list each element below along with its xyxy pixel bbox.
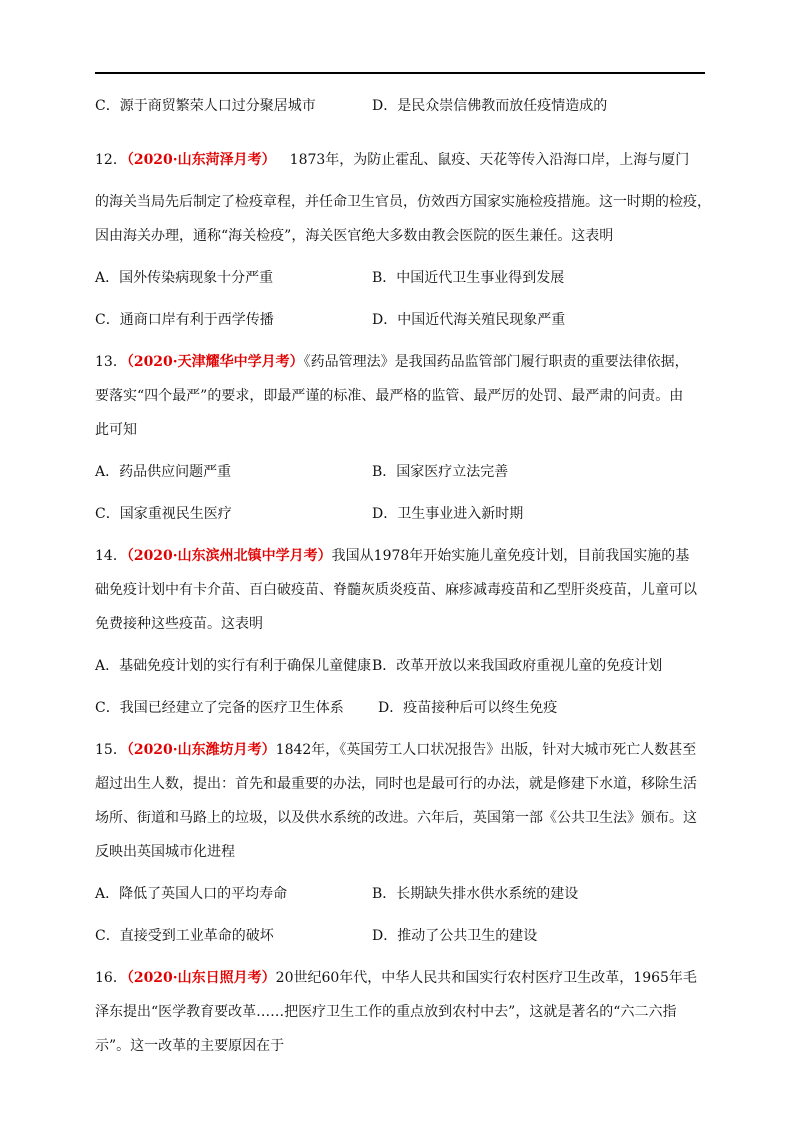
question-16-line-1 <box>95 968 697 988</box>
question-text: 我国从1978年开始实施儿童免疫计划，目前我国实施的基 <box>331 548 690 564</box>
question-14-line-3: 免费接种这些疫苗。这表明 <box>95 616 263 632</box>
header-rule <box>95 72 705 74</box>
question-text: 1873年，为防止霍乱、鼠疫、天花等传入沿海口岸，上海与厦门 <box>289 152 690 168</box>
question-15-line-3: 场所、街道和马路上的垃圾，以及供水系统的改进。六年后，英国第一部《公共卫生法》颁布。这 <box>95 810 697 826</box>
question-source: （2020·山东潍坊月考） <box>126 742 276 758</box>
question-number: 15． <box>95 742 127 758</box>
question-number: 13． <box>95 354 127 370</box>
question-source: （2020·山东滨州北镇中学月考） <box>126 548 332 564</box>
question-14-line-2: 础免疫计划中有卡介苗、百白破疫苗、脊髓灰质炎疫苗、麻疹减毒疫苗和乙型肝炎疫苗，儿童可以 <box>95 582 697 598</box>
option-d: D．疫苗接种后可以终生免疫 <box>378 700 558 716</box>
option-c: C．通商口岸有利于西学传播 <box>95 312 274 328</box>
option-d: D．是民众崇信佛教而放任疫情造成的 <box>372 98 608 114</box>
option-c: C．源于商贸繁荣人口过分聚居城市 <box>95 98 316 114</box>
question-16-line-3: 示”。这一改革的主要原因在于 <box>95 1038 285 1054</box>
option-a: A．药品供应问题严重 <box>95 464 232 480</box>
option-b: B．改革开放以来我国政府重视儿童的免疫计划 <box>372 658 663 674</box>
option-c: C．国家重视民生医疗 <box>95 506 232 522</box>
question-number: 16． <box>95 970 127 986</box>
question-source: （2020·山东菏泽月考） <box>126 152 276 168</box>
question-13-line-2: 要落实“四个最严”的要求，即最严谨的标准、最严格的监管、最严厉的处罚、最严肃的问责。由 <box>95 388 684 404</box>
question-text: 《药品管理法》是我国药品监管部门履行职责的重要法律依据， <box>303 354 689 370</box>
question-15-line-1 <box>95 740 696 760</box>
question-14-line-1 <box>95 546 689 566</box>
question-text: 1842年，《英国劳工人口状况报告》出版，针对大城市死亡人数甚至 <box>275 742 697 758</box>
option-c: C．我国已经建立了完备的医疗卫生体系 <box>95 700 344 716</box>
option-b: B．国家医疗立法完善 <box>372 464 509 480</box>
question-source: （2020·天津耀华中学月考） <box>126 354 304 370</box>
question-12-line-2: 的海关当局先后制定了检疫章程，并任命卫生官员，仿效西方国家实施检疫措施。这一时期的检疫， <box>95 194 711 210</box>
question-16-line-2: 泽东提出“医学教育要改革……把医疗卫生工作的重点放到农村中去”，这就是著名的“六二六指 <box>95 1004 677 1020</box>
option-a: A．基础免疫计划的实行有利于确保儿童健康 <box>95 658 372 674</box>
question-13-line-3: 此可知 <box>95 422 137 438</box>
question-12-line-1 <box>95 150 689 170</box>
question-text: 20世纪60年代，中华人民共和国实行农村医疗卫生改革，1965年毛 <box>275 970 697 986</box>
question-13-line-1 <box>95 352 689 372</box>
option-b: B．长期缺失排水供水系统的建设 <box>372 886 579 902</box>
question-15-line-4: 反映出英国城市化进程 <box>95 844 235 860</box>
option-d: D．卫生事业进入新时期 <box>372 506 524 522</box>
question-12-line-3: 因由海关办理，通称“海关检疫”，海关医官绝大多数由教会医院的医生兼任。这表明 <box>95 228 614 244</box>
question-source: （2020·山东日照月考） <box>126 970 276 986</box>
question-number: 14． <box>95 548 127 564</box>
option-a: A．降低了英国人口的平均寿命 <box>95 886 288 902</box>
option-d: D．推动了公共卫生的建设 <box>372 928 538 944</box>
question-15-line-2: 超过出生人数，提出：首先和最重要的办法，同时也是最可行的办法，就是修建下水道，移除生活 <box>95 776 697 792</box>
option-a: A．国外传染病现象十分严重 <box>95 270 274 286</box>
option-b: B．中国近代卫生事业得到发展 <box>372 270 565 286</box>
question-number: 12． <box>95 152 127 168</box>
option-d: D．中国近代海关殖民现象严重 <box>372 312 566 328</box>
option-c: C．直接受到工业革命的破坏 <box>95 928 274 944</box>
